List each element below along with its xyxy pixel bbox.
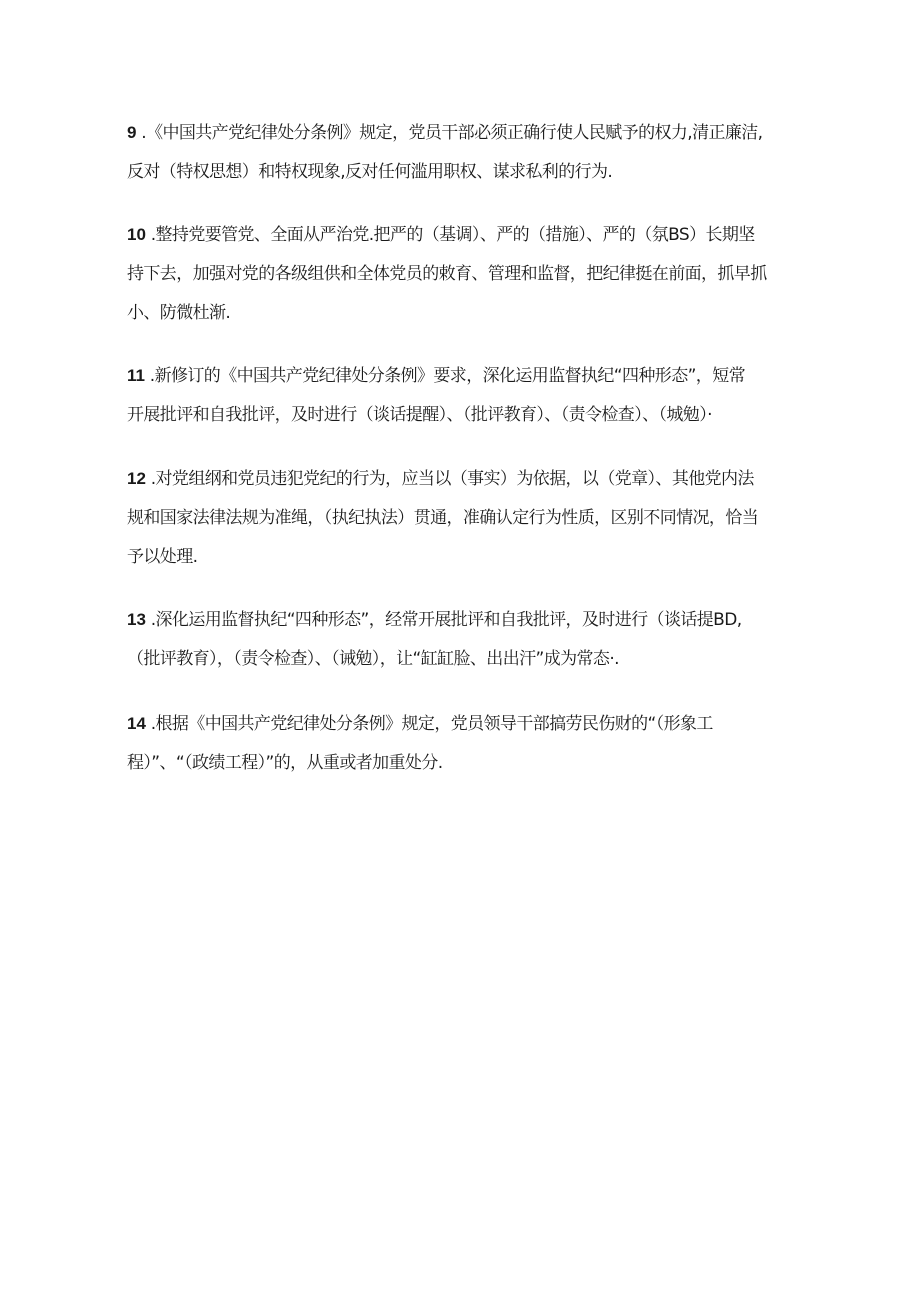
question-text: .根据《中国共产党纪律处分条例》规定，党员领导干部搞劳民伤财的“（形象工 (145, 714, 713, 734)
question-text: .深化运用监督执纪“四种形态”，经常开展批评和自我批评，及时进行（谈话提BD, (145, 610, 742, 630)
question-line: （批评教育），（责令检查）、（诫勉），让“缸缸脸、出出汗”成为常态·. (127, 649, 619, 669)
question-text: .《中国共产党纪律处分条例》规定，党员干部必须正确行使人民赋予的权力,清正廉洁, (136, 123, 763, 143)
question-number: 9 (127, 123, 137, 142)
question-text: .整持党要管党、全面从严治党.把严的（基调）、严的（措施）、严的（氛BS）长期坚 (145, 225, 755, 245)
question-line: 小、防微杜渐. (127, 303, 231, 323)
question-number: 12 (127, 469, 146, 488)
question-line (127, 713, 713, 735)
question-line: 予以处理. (127, 547, 198, 567)
question-line: 持下去，加强对党的各级组供和全体党员的敕育、管理和监督，把纪律挺在前面，抓早抓 (127, 264, 767, 284)
question-line (127, 122, 762, 144)
question-text: .新修订的《中国共产党纪律处分条例》要求，深化运用监督执纪“四种形态”，短常 (144, 366, 746, 386)
question-number: 10 (127, 225, 146, 244)
question-number: 14 (127, 714, 146, 733)
question-number: 13 (127, 610, 146, 629)
question-line (127, 365, 745, 387)
question-number: 11 (127, 366, 145, 385)
question-line (127, 468, 754, 490)
question-line: 规和国家法律法规为准绳，（执纪执法）贯通，准确认定行为性质，区别不同情况，恰当 (127, 508, 759, 528)
question-line: 程）”、“（政绩工程）”的，从重或者加重处分. (127, 753, 443, 773)
question-line (127, 224, 755, 246)
question-text: .对党组纲和党员违犯党纪的行为，应当以（事实）为依据，以（党章）、其他党内法 (145, 469, 754, 489)
question-line: 反对（特权思想）和特权现象,反对任何滥用职权、谋求私利的行为. (127, 162, 613, 182)
question-line (127, 609, 742, 631)
question-line: 开展批评和自我批评，及时进行（谈话提醒）、（批评教育）、（责令检查）、（城勉）· (127, 405, 712, 425)
